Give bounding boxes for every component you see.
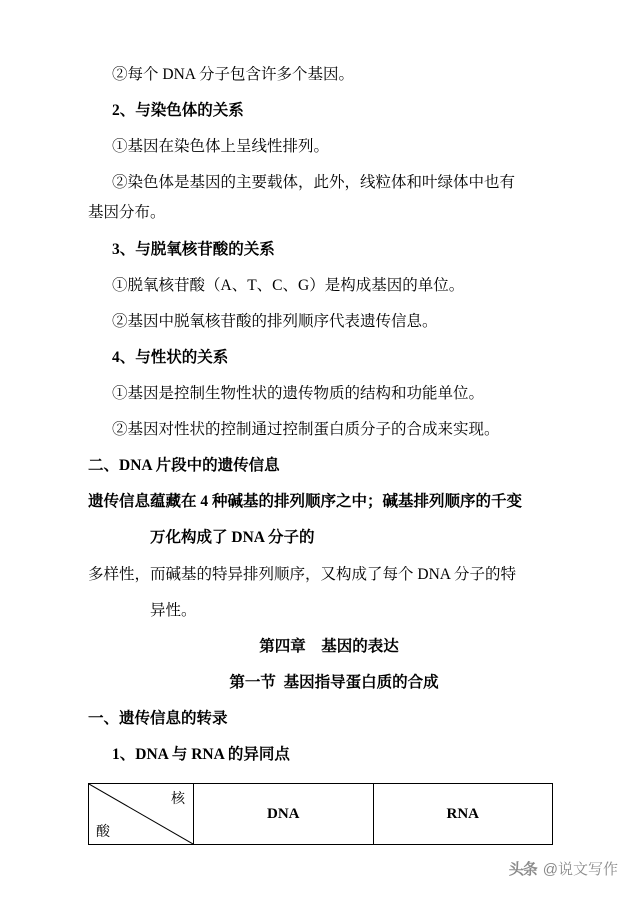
section-heading: 二、DNA 片段中的遗传信息 (88, 457, 280, 475)
paragraph-heading: 4、与性状的关系 (112, 348, 229, 366)
paragraph-line: ①脱氧核苷酸（A、T、C、G）是构成基因的单位。 (112, 276, 465, 294)
paragraph-line-continuation: 基因分布。 (88, 204, 166, 222)
table-header-rna: RNA (373, 784, 553, 845)
section-heading: 一、遗传信息的转录 (88, 709, 228, 727)
paragraph-line: ②染色体是基因的主要载体，此外，线粒体和叶绿体中也有 (112, 174, 516, 192)
paragraph-heading: 2、与染色体的关系 (112, 102, 244, 120)
corner-top-label: 核 (171, 792, 185, 808)
paragraph-line: ②基因对性状的控制通过控制蛋白质分子的合成来实现。 (112, 421, 500, 439)
paragraph-line: ①基因是控制生物性状的遗传物质的结构和功能单位。 (112, 384, 485, 402)
paragraph-line: ②基因中脱氧核苷酸的排列顺序代表遗传信息。 (112, 312, 438, 330)
watermark (509, 858, 618, 879)
paragraph-heading: 3、与脱氧核苷酸的关系 (112, 240, 275, 258)
chapter-title: 第四章 基因的表达 (259, 637, 399, 655)
paragraph-line-continuation: 异性。 (150, 601, 197, 619)
paragraph-line-continuation: 万化构成了 DNA 分子的 (150, 529, 315, 547)
table-header-dna: DNA (194, 784, 374, 845)
paragraph-line: ①基因在染色体上呈线性排列。 (112, 138, 330, 156)
paragraph-line: ②每个 DNA 分子包含许多个基因。 (112, 66, 354, 83)
table-row (89, 784, 553, 845)
paragraph-heading: 1、DNA 与 RNA 的异同点 (112, 746, 290, 764)
paragraph-line: 遗传信息蕴藏在 4 种碱基的排列顺序之中；碱基排列顺序的千变 (88, 493, 523, 511)
toutiao-logo-icon: 头条 (508, 861, 537, 878)
watermark-text: @说文写作 (542, 861, 618, 878)
comparison-table-wrapper (88, 783, 570, 845)
table-corner-cell (89, 784, 194, 845)
corner-bottom-label: 酸 (96, 825, 110, 841)
paragraph-line: 多样性，而碱基的特异排列顺序，又构成了每个 DNA 分子的特 (88, 565, 516, 583)
section-title: 第一节 基因指导蛋白质的合成 (229, 673, 439, 691)
dna-rna-comparison-table (88, 783, 553, 845)
